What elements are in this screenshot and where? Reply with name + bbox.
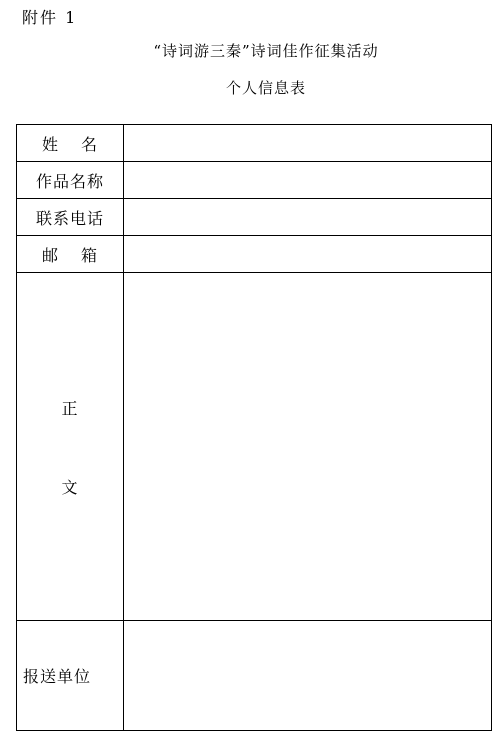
email-label: 邮 箱	[42, 245, 98, 265]
work-title-field[interactable]	[124, 162, 491, 198]
body-text-field[interactable]	[124, 273, 491, 620]
name-label: 姓 名	[42, 134, 98, 154]
attachment-label: 附件 1	[22, 8, 78, 27]
form-row-work-title	[17, 162, 491, 199]
form-row-email	[17, 236, 491, 273]
body-text-label: 正 文	[17, 273, 124, 620]
document-subtitle: 个人信息表	[225, 79, 306, 97]
email-label-cell	[17, 236, 124, 272]
submitting-unit-label: 报送单位	[17, 621, 124, 730]
submitting-unit-field[interactable]	[124, 621, 491, 730]
phone-label: 联系电话	[17, 199, 124, 235]
form-row-phone	[17, 199, 491, 236]
form-row-body-text	[17, 273, 491, 621]
work-title-label: 作品名称	[17, 162, 124, 198]
name-label-cell	[17, 125, 124, 161]
phone-field[interactable]	[124, 199, 491, 235]
email-field[interactable]	[124, 236, 491, 272]
info-form-table	[16, 124, 492, 731]
name-field[interactable]	[124, 125, 491, 161]
document-title: “诗词游三秦”诗词佳作征集活动	[153, 42, 379, 60]
form-row-name	[17, 125, 491, 162]
form-row-submitting-unit	[17, 621, 491, 730]
